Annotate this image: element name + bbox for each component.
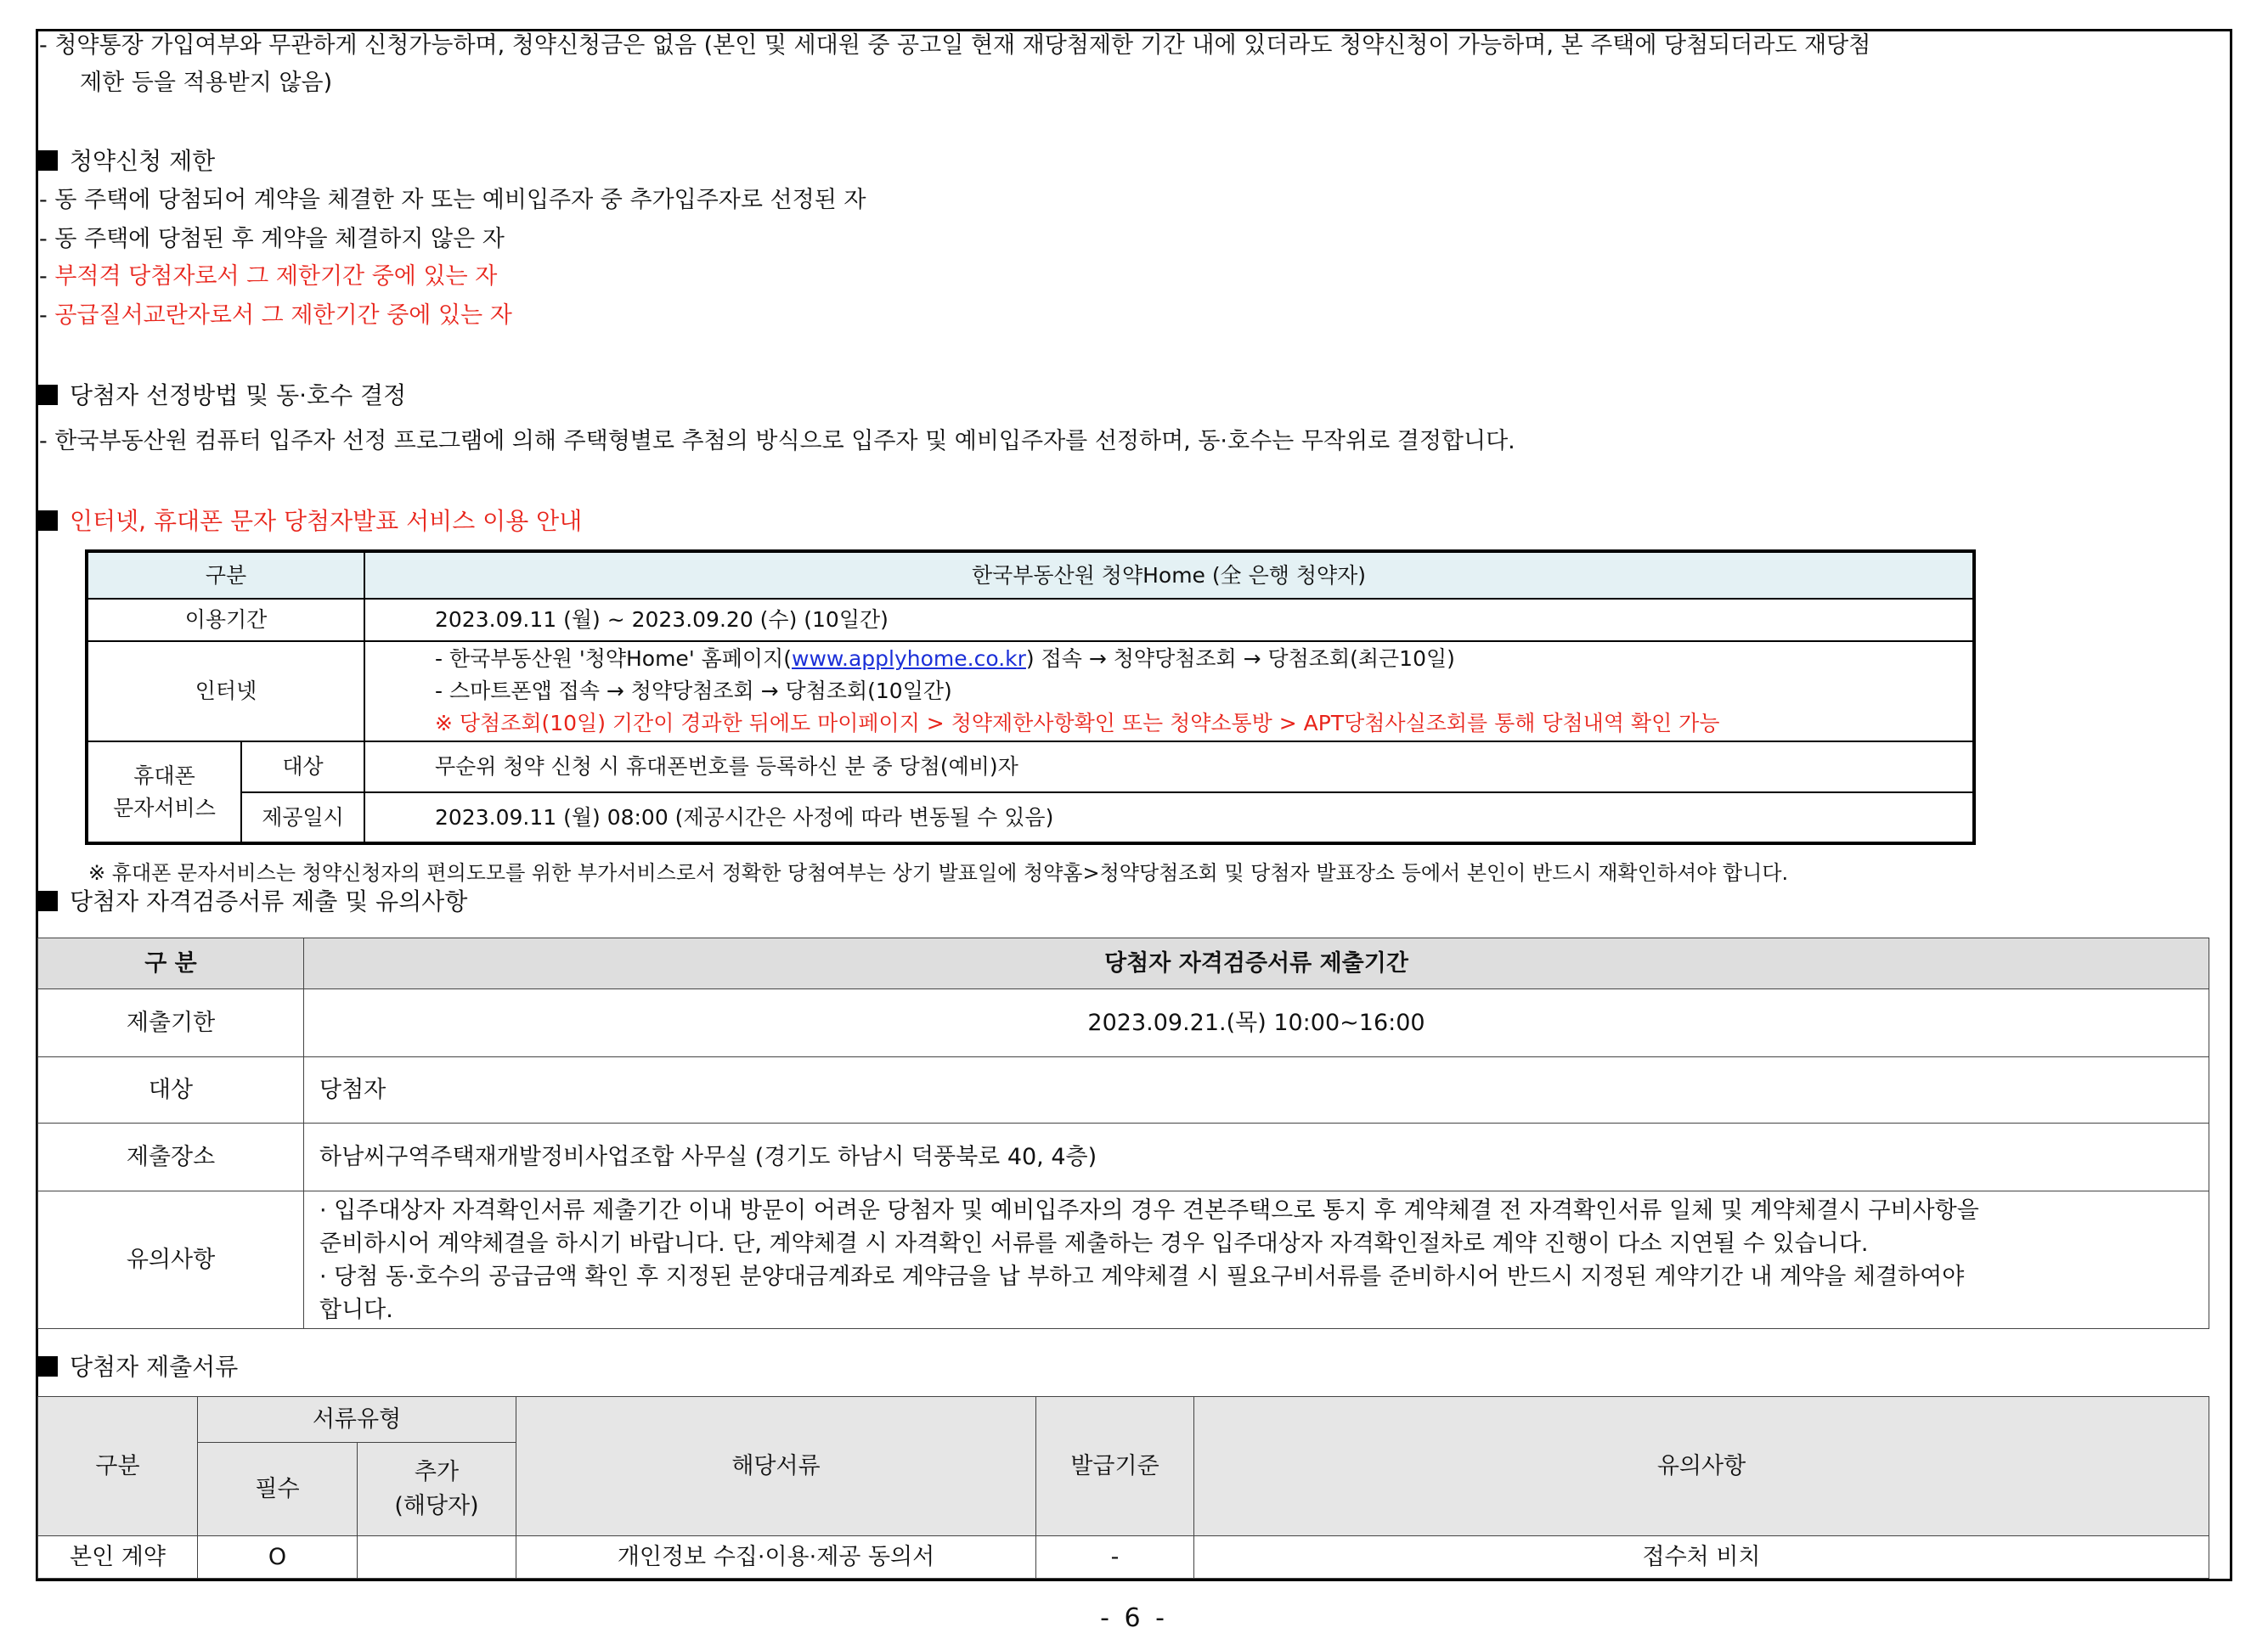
- selection-text: - 한국부동산원 컴퓨터 입주자 선정 프로그램에 의해 주택형별로 추첨의 방식으로 입주자 및 예비입주자를 선정하며, 동·호수는 무작위로 결정합니다.: [39, 428, 1515, 454]
- square-bullet-icon: [37, 385, 58, 405]
- internet-details: [364, 641, 1974, 741]
- table-row: [38, 1536, 2209, 1579]
- restriction-heading: [37, 144, 215, 178]
- sms-note: ※ 휴대폰 문자서비스는 청약신청자의 편의도모를 위한 부가서비스로서 정확한 당첨여부는 상기 발표일에 청약홈>청약당첨조회 및 당첨자 발표장소 등에서 본인이 반드시 재확인하셔야 합니다.: [88, 861, 1789, 885]
- notes-line-4: 합니다.: [319, 1296, 393, 1323]
- dash: -: [39, 302, 55, 329]
- restriction-item-3: [39, 260, 497, 294]
- winner-docs-title: 당첨자 제출서류: [70, 1353, 239, 1381]
- deadline-value: 2023.09.21.(목) 10:00~16:00: [304, 989, 2209, 1057]
- issue-basis-header: 발급기준: [1036, 1397, 1194, 1536]
- notes-label: 유의사항: [38, 1191, 304, 1329]
- internet-line-2: - 스마트폰앱 접속 → 청약당첨조회 → 당첨조회(10일간): [435, 679, 952, 703]
- restriction-item-2: - 동 주택에 당첨된 후 계약을 체결하지 않은 자: [39, 226, 505, 252]
- restriction-title: 청약신청 제한: [70, 147, 216, 175]
- sms-date-value: 2023.09.11 (월) 08:00 (제공시간은 사정에 따라 변동될 수 있음): [364, 792, 1974, 843]
- deadline-label: 제출기한: [38, 989, 304, 1057]
- restriction-item-4: [39, 299, 512, 333]
- period-value: 2023.09.11 (월) ~ 2023.09.20 (수) (10일간): [364, 599, 1974, 641]
- sms-target-label: 대상: [241, 741, 364, 792]
- period-label: 이용기간: [87, 599, 364, 641]
- place-value: 하남씨구역주택재개발정비사업조합 사무실 (경기도 하남시 덕풍북로 40, 4층): [304, 1124, 2209, 1191]
- row-required: O: [198, 1536, 358, 1579]
- row-document: 개인정보 수집·이용·제공 동의서: [516, 1536, 1036, 1579]
- page-number: - 6 -: [1100, 1603, 1168, 1633]
- docs-header-col1: 구 분: [38, 938, 304, 989]
- restriction-item-1: - 동 주택에 당첨되어 계약을 체결한 자 또는 예비입주자 중 추가입주자로 선정된 자: [39, 187, 866, 213]
- announce-title: 인터넷, 휴대폰 문자 당첨자발표 서비스 이용 안내: [70, 507, 583, 535]
- internet-label: 인터넷: [87, 641, 364, 741]
- announce-header-col2: 한국부동산원 청약Home (全 은행 청약자): [364, 551, 1974, 599]
- announce-header-col1: 구분: [87, 551, 364, 599]
- docs-header-col2: 당첨자 자격검증서류 제출기간: [304, 938, 2209, 989]
- announce-heading: [37, 504, 582, 538]
- winner-docs-heading: [37, 1350, 238, 1384]
- square-bullet-icon: [37, 891, 58, 911]
- selection-heading: [37, 379, 406, 413]
- row-extra: [358, 1536, 516, 1579]
- internet-line-3: ※ 당첨조회(10일) 기간이 경과한 뒤에도 마이페이지 > 청약제한사항확인 또는 청약소통방 > APT당첨사실조회를 통해 당첨내역 확인 가능: [435, 711, 1720, 735]
- sms-target-value: 무순위 청약 신청 시 휴대폰번호를 등록하신 분 중 당첨(예비)자: [364, 741, 1974, 792]
- dash: -: [39, 263, 55, 290]
- restriction-red-item-1: 부적격 당첨자로서 그 제한기간 중에 있는 자: [54, 263, 498, 290]
- square-bullet-icon: [37, 150, 58, 171]
- extra-header: 추가 (해당자): [358, 1443, 516, 1536]
- notes-line-3: · 당첨 동·호수의 공급금액 확인 후 지정된 분양대금계좌로 계약금을 납 부하고 계약체결 시 필요구비서류를 준비하시어 반드시 지정된 계약기간 내 계약을 체결하여야: [319, 1263, 1965, 1290]
- notes-line-2: 준비하시어 계약체결을 하시기 바랍니다. 단, 계약체결 시 자격확인 서류를 제출하는 경우 입주대상자 자격확인절차로 계약 진행이 다소 지연될 수 있습니다.: [319, 1230, 1869, 1257]
- intro-line-2: 제한 등을 적용받지 않음): [80, 70, 333, 96]
- row-note: 접수처 비치: [1194, 1536, 2209, 1579]
- sms-label: 휴대폰 문자서비스: [87, 741, 241, 843]
- winner-docs-table: [37, 1396, 2209, 1579]
- row-issue-basis: -: [1036, 1536, 1194, 1579]
- announce-table: [85, 549, 1976, 845]
- place-label: 제출장소: [38, 1124, 304, 1191]
- square-bullet-icon: [37, 510, 58, 531]
- docs-submission-title: 당첨자 자격검증서류 제출 및 유의사항: [70, 887, 468, 915]
- applyhome-link[interactable]: www.applyhome.co.kr: [792, 646, 1026, 671]
- target-value: 당첨자: [304, 1057, 2209, 1124]
- sms-date-label: 제공일시: [241, 792, 364, 843]
- notes-line-1: · 입주대상자 자격확인서류 제출기간 이내 방문이 어려운 당첨자 및 예비입주자의 경우 견본주택으로 통지 후 계약체결 전 자격확인서류 일체 및 계약체결시 구비사항을: [319, 1197, 1979, 1224]
- row-type: 본인 계약: [38, 1536, 198, 1579]
- documents-header: 해당서류: [516, 1397, 1036, 1536]
- docs-submission-table: [37, 938, 2209, 1329]
- square-bullet-icon: [37, 1356, 58, 1377]
- notes-value: [304, 1191, 2209, 1329]
- target-label: 대상: [38, 1057, 304, 1124]
- restriction-red-item-2: 공급질서교란자로서 그 제한기간 중에 있는 자: [54, 302, 512, 329]
- notes-header: 유의사항: [1194, 1397, 2209, 1536]
- internet-line-1: - 한국부동산원 '청약Home' 홈페이지(www.applyhome.co.kr) 접속 → 청약당첨조회 → 당첨조회(최근10일): [435, 646, 1455, 671]
- col-type-header: 구분: [38, 1397, 198, 1536]
- docs-submission-heading: [37, 885, 467, 919]
- doc-type-header: 서류유형: [198, 1397, 516, 1443]
- required-header: 필수: [198, 1443, 358, 1536]
- selection-title: 당첨자 선정방법 및 동·호수 결정: [70, 381, 407, 409]
- intro-line-1: - 청약통장 가입여부와 무관하게 신청가능하며, 청약신청금은 없음 (본인 및 세대원 중 공고일 현재 재당첨제한 기간 내에 있더라도 청약신청이 가능하며, 본 주택에 당첨되더라도 재당첨: [39, 32, 1871, 59]
